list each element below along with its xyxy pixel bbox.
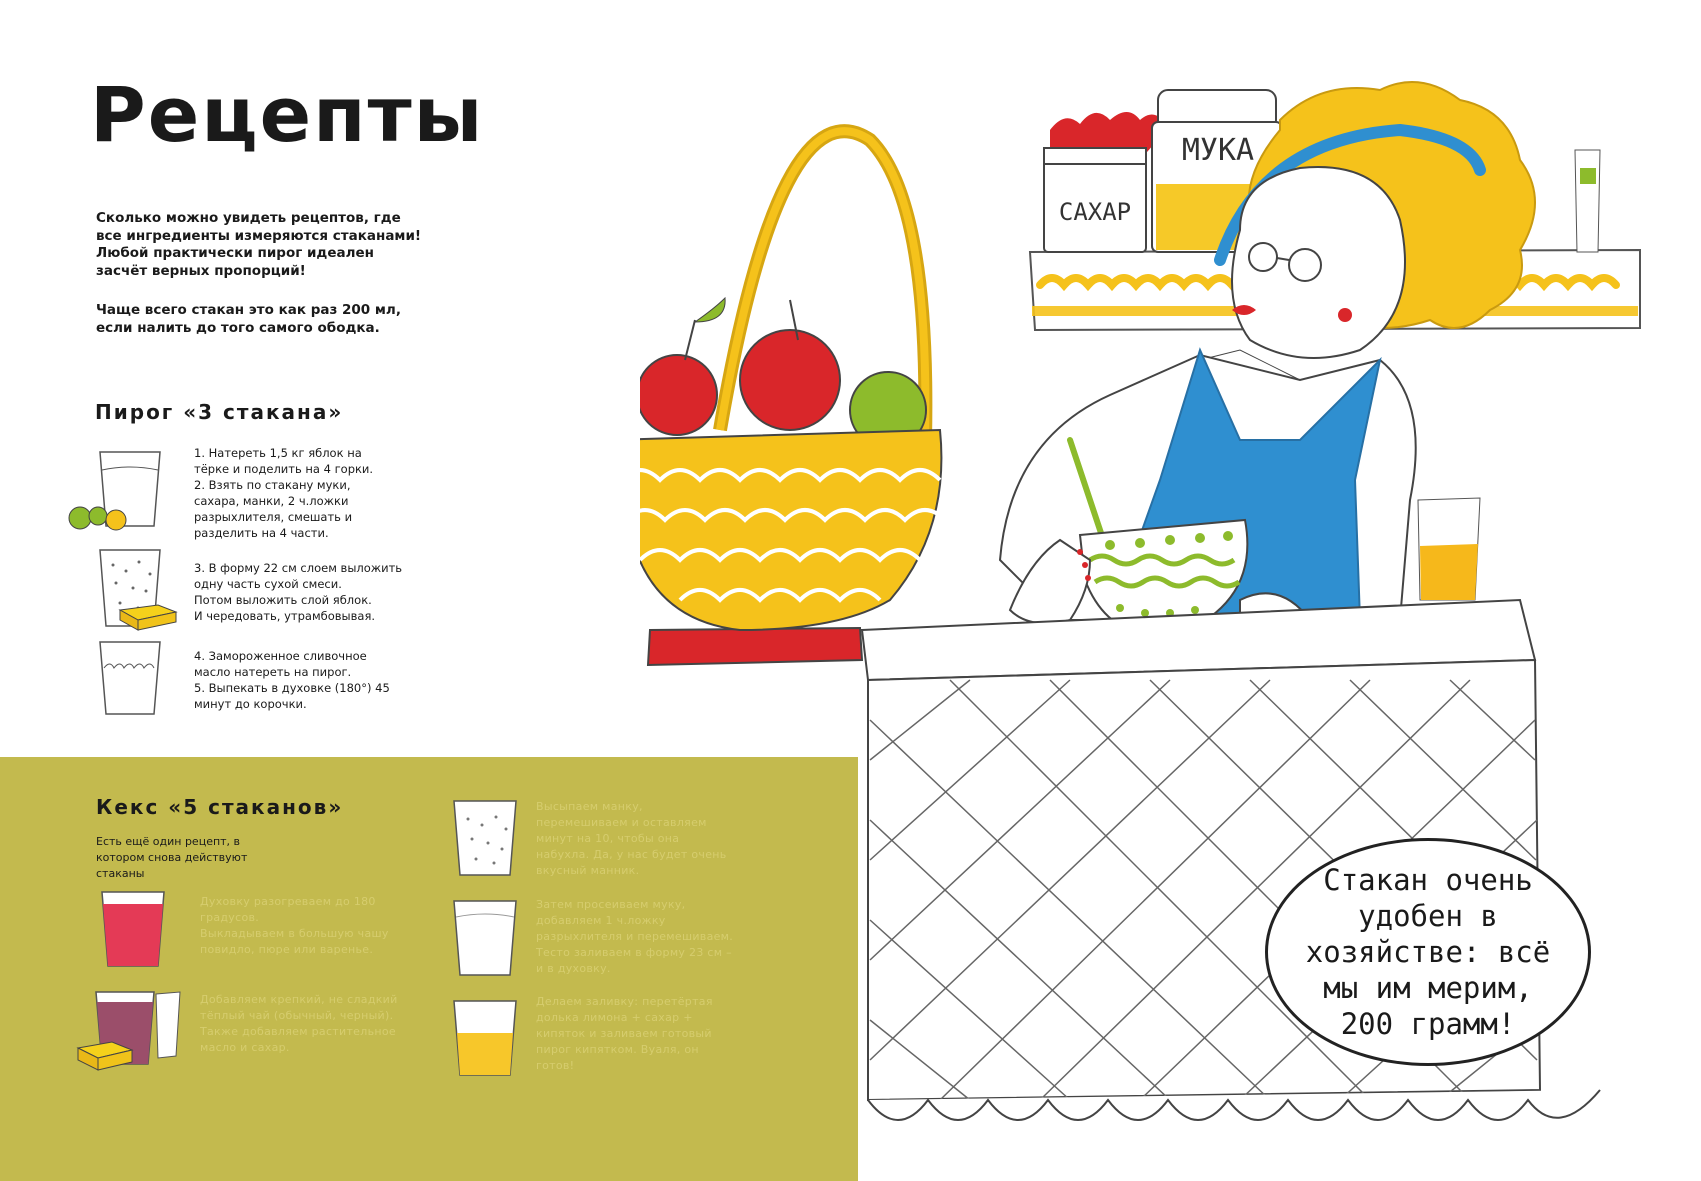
recipe2-title: Кекс «5 стаканов»: [96, 795, 344, 819]
speech-text: Стакан очень удобен в хозяйстве: всё мы им мерим, 200 грамм!: [1305, 863, 1551, 1041]
intro-text: [96, 210, 426, 359]
recipe2-step-3: Высыпаем манку, перемешиваем и оставляем минут на 10, чтобы она набухла. Да, у нас будет очень вкусный манник.: [536, 800, 727, 877]
intro-paragraph-1: Сколько можно увидеть рецептов, где все ингредиенты измеряются стаканами! Любой практически пирог идеален засчёт верных пропорций!: [96, 210, 422, 279]
glass-icon: [454, 1001, 516, 1075]
apples-icon: [69, 507, 126, 530]
glass-icon: [454, 901, 516, 975]
sugar-jar: [1044, 112, 1168, 252]
speech-bubble: [1265, 838, 1591, 1066]
jar-label-sugar: САХАР: [1058, 198, 1132, 226]
recipe2-right-glasses: [448, 797, 528, 1117]
recipe2-step-5: Делаем заливку: перетёртая долька лимона + сахар + кипяток и заливаем готовый пирог кипятком. Вуаля, он готов!: [536, 995, 713, 1072]
fruit-basket: [640, 131, 945, 665]
glass-icon: [454, 801, 516, 875]
recipe1-step-2: 3. В форму 22 см слоем выложить одну часть сухой смеси. Потом выложить слой яблок. И чередовать, утрамбовывая.: [194, 561, 403, 623]
spice-jar: [1575, 150, 1600, 252]
recipe2-left-glasses: [72, 882, 212, 1082]
recipe2-step-1: Духовку разогреваем до 180 градусов. Выкладываем в большую чашу повидло, пюре или варенье.: [200, 895, 389, 956]
recipe1-glasses: [68, 440, 178, 720]
page-title: Рецепты: [90, 70, 485, 159]
recipe1-step-1: 1. Натереть 1,5 кг яблок на тёрке и поделить на 4 горки. 2. Взять по стакану муки, сахара, манки, 2 ч.ложки разрыхлителя, смешать и разделить на 4 части.: [194, 446, 374, 540]
recipe2-step-2: Добавляем крепкий, не сладкий тёплый чай (обычный, черный). Также добавляем растительное масло и сахар.: [200, 993, 398, 1054]
recipe2-intro: Есть ещё один рецепт, в котором снова действуют стаканы: [96, 835, 248, 880]
glass-icon: [102, 892, 164, 966]
intro-paragraph-2: Чаще всего стакан это как раз 200 мл, если налить до того самого ободка.: [96, 302, 401, 336]
glass-icon: [100, 642, 160, 714]
recipe1-step-3: 4. Замороженное сливочное масло натереть на пирог. 5. Выпекать в духовке (180°) 45 минут до корочки.: [194, 649, 390, 711]
jar-label-flour: МУКА: [1181, 133, 1255, 168]
recipe2-step-4: Затем просеиваем муку, добавляем 1 ч.ложку разрыхлителя и перемешиваем. Тесто заливаем в форму 23 см – и в духовку.: [536, 898, 734, 975]
recipe1-title: Пирог «3 стакана»: [95, 400, 344, 424]
juice-glass: [1418, 498, 1480, 600]
